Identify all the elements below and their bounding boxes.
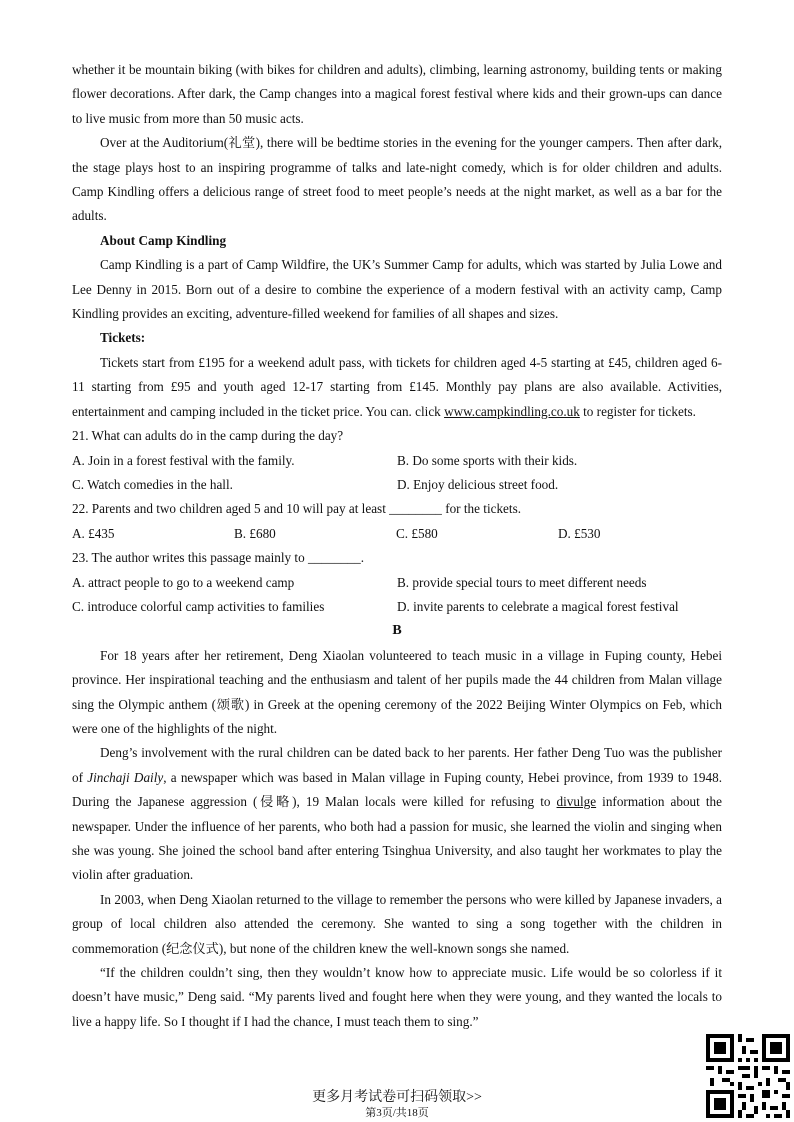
passage-b-paragraph-2 bbox=[72, 741, 722, 887]
passage-b-paragraph-3: In 2003, when Deng Xiaolan returned to the village to remember the persons who were killed by Japanese invaders, a group of local children also attended the ceremony. She wanted to sing a song together with the children in commemoration (纪念仪式), but none of the children knew the well-known songs she named. bbox=[72, 891, 722, 956]
question-23-options-row2 bbox=[72, 595, 722, 619]
option-23d: D. invite parents to celebrate a magical forest festival bbox=[397, 598, 679, 614]
passage-a-paragraph-1: whether it be mountain biking (with bikes for children and adults), climbing, learning astronomy, building tents or making flower decorations. After dark, the Camp changes into a magical forest festival where kids and their grown-ups can dance to live music from more than 50 music acts. bbox=[72, 62, 722, 126]
section-b-label: B bbox=[392, 623, 402, 639]
p2-text-a: Deng’s involvement with the rural children can be dated back to her parents. Her father Deng Tuo was the publisher of bbox=[72, 745, 722, 785]
question-23-options bbox=[72, 571, 722, 595]
footer-promo: 更多月考试卷可扫码领取>> bbox=[312, 1090, 482, 1105]
tickets-text: Tickets start from £195 for a weekend adult pass, with tickets for children aged 4-5 starting at £45, children aged 6-11 starting from £95 and youth aged 12-17 starting from £145. Monthly pay plans are also available. Activities, entertainment and camping included in the ticket price. You can. click bbox=[72, 354, 722, 419]
register-link[interactable]: www.campkindling.co.uk bbox=[444, 403, 580, 419]
underlined-word: divulge bbox=[556, 794, 597, 810]
p2-text-b: , a newspaper which was based in Malan village in Fuping county, Hebei province, from 1939 to 1948. During the Japanese aggression (侵略), 19 Malan locals were killed for refusing to bbox=[72, 769, 722, 810]
question-21-stem: 21. What can adults do in the camp during the day? bbox=[72, 428, 344, 444]
about-heading: About Camp Kindling bbox=[100, 232, 227, 248]
passage-a-paragraph-2: Over at the Auditorium(礼堂), there will be bedtime stories in the evening for the younger campers. Then after dark, the stage plays host to an inspiring programme of talks and late-night comedy, which is for older children and adults. Camp Kindling offers a delicious range of street food to meet people’s needs at the night market, as well as a bar for the adults. bbox=[72, 135, 722, 224]
newspaper-name: Jinchaji Daily bbox=[87, 769, 164, 785]
option-23a: A. attract people to go to a weekend camp bbox=[72, 574, 295, 590]
page-number: 第3页/共18页 bbox=[365, 1107, 429, 1119]
option-21c: C. Watch comedies in the hall. bbox=[72, 476, 233, 492]
question-21-options-row2 bbox=[72, 473, 722, 497]
option-21d: D. Enjoy delicious street food. bbox=[397, 476, 559, 492]
question-22-stem: 22. Parents and two children aged 5 and 10 will pay at least ________ for the tickets. bbox=[72, 501, 521, 517]
question-22-options bbox=[72, 522, 722, 546]
option-23c: C. introduce colorful camp activities to families bbox=[72, 598, 325, 614]
option-21b: B. Do some sports with their kids. bbox=[397, 452, 578, 468]
page-content bbox=[72, 58, 722, 1034]
passage-a-paragraph-4 bbox=[72, 351, 722, 424]
option-21a: A. Join in a forest festival with the family. bbox=[72, 452, 295, 468]
option-22d: D. £530 bbox=[558, 525, 601, 541]
question-21-options bbox=[72, 449, 722, 473]
passage-b-paragraph-4: “If the children couldn’t sing, then they wouldn’t know how to appreciate music. Life would be so colorless if it doesn’t have music,” Deng said. “My parents lived and fought here when they were young, and they wanted the locals to live a happy life. So I thought if I had the chance, I must teach them to sing.” bbox=[72, 965, 722, 1029]
option-22b: B. £680 bbox=[234, 525, 276, 541]
tickets-heading: Tickets: bbox=[100, 330, 146, 346]
passage-a-paragraph-3: Camp Kindling is a part of Camp Wildfire, the UK’s Summer Camp for adults, which was started by Julia Lowe and Lee Denny in 2015. Born out of a desire to combine the experience of a modern festival with an activity camp, Camp Kindling provides an exciting, adventure-filled weekend for families of all shapes and sizes. bbox=[72, 257, 722, 322]
tickets-text-end: to register for tickets. bbox=[579, 403, 696, 419]
question-23-stem: 23. The author writes this passage mainly to ________. bbox=[72, 550, 365, 566]
option-22a: A. £435 bbox=[72, 525, 115, 541]
option-22c: C. £580 bbox=[396, 525, 438, 541]
passage-b-paragraph-1: For 18 years after her retirement, Deng Xiaolan volunteered to teach music in a village in Fuping county, Hebei province. Her inspirational teaching and the enthusiasm and talent of her pupils made the 44 children from Malan village sing the Olympic anthem (颂歌) in Greek at the opening ceremony of the 2022 Beijing Winter Olympics on Feb, which were one of the highlights of the night. bbox=[72, 647, 722, 736]
p2-text-c: information about the newspaper. Under the influence of her parents, who both had a passion for music, she learned the violin and singing when she was young. She joined the school band after entering Tsinghua University, and also taught her workmates to play the violin after graduation. bbox=[72, 794, 722, 883]
option-23b: B. provide special tours to meet different needs bbox=[397, 574, 647, 590]
